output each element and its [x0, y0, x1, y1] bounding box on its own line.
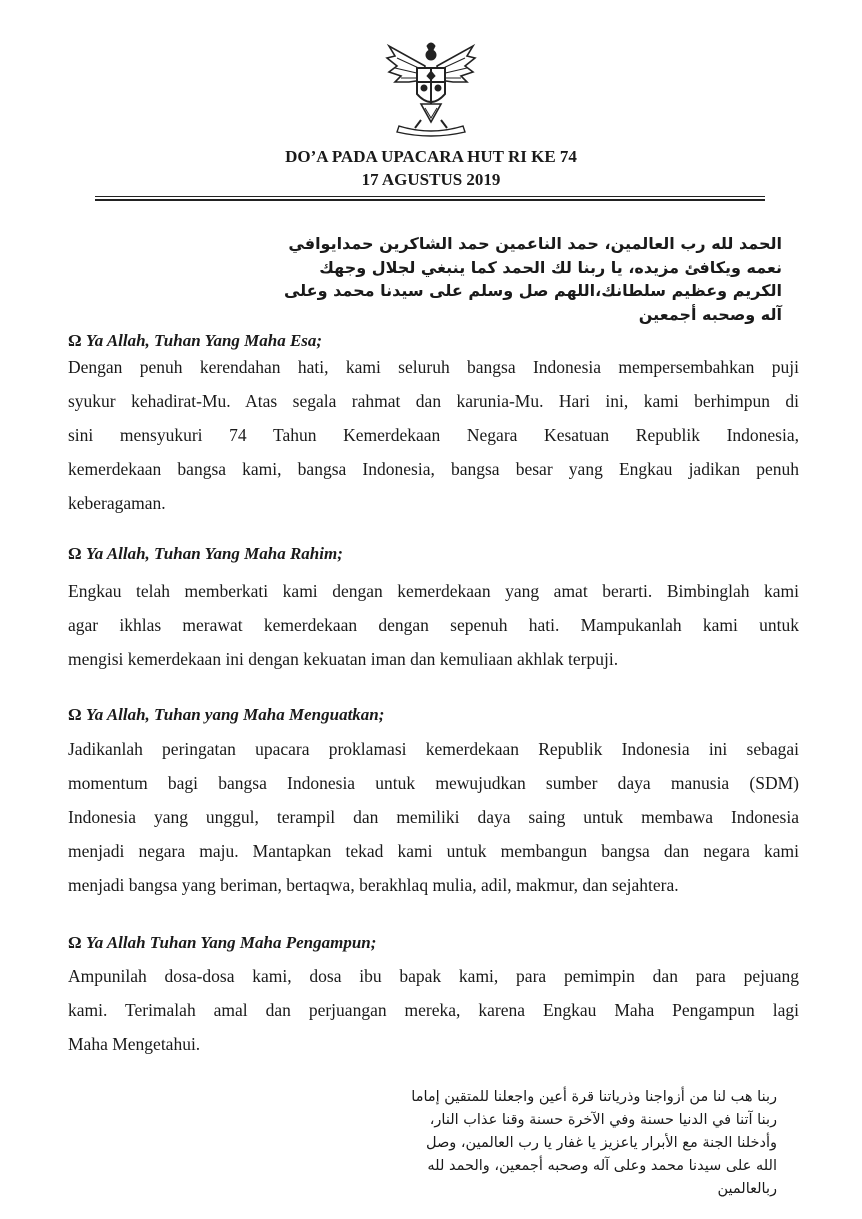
paragraph-line: momentum bagi bangsa Indonesia untuk mewujudkan sumber daya manusia (SDM)	[68, 773, 799, 793]
closing-arabic-prayer	[411, 1086, 777, 1201]
section-paragraph	[68, 350, 799, 520]
section-heading-text: Ya Allah Tuhan Yang Maha Pengampun;	[85, 933, 377, 952]
omega-symbol: Ω	[68, 933, 82, 952]
section-heading-text: Ya Allah, Tuhan Yang Maha Esa;	[85, 331, 323, 350]
section-paragraph	[68, 574, 799, 676]
paragraph-line: menjadi negara maju. Mantapkan tekad kami untuk membangun bangsa dan negara kami	[68, 841, 799, 861]
section-heading	[68, 704, 384, 726]
paragraph-line: Jadikanlah peringatan upacara proklamasi kemerdekaan Republik Indonesia ini sebagai	[68, 739, 799, 759]
garuda-emblem-icon	[385, 38, 477, 138]
paragraph-line: mengisi kemerdekaan ini dengan kekuatan iman dan kemuliaan akhlak terpuji.	[68, 649, 619, 669]
paragraph-line: Maha Mengetahui.	[68, 1034, 201, 1054]
paragraph-line: kemerdekaan bangsa kami, bangsa Indonesia, bangsa besar yang Engkau jadikan penuh	[68, 459, 799, 479]
paragraph-line: keberagaman.	[68, 493, 166, 513]
arabic-line: آله وصحبه أجمعين	[638, 304, 782, 324]
arabic-line: ربنا آتنا في الدنيا حسنة وفي الآخرة حسنة وقنا عذاب النار،	[429, 1112, 777, 1128]
arabic-line: وأدخلنا الجنة مع الأبرار ياعزيز يا غفار يا رب العالمين، وصل	[425, 1135, 777, 1151]
paragraph-line: kami. Terimalah amal dan perjuangan mereka, karena Engkau Maha Pengampun lagi	[68, 1000, 799, 1020]
arabic-line: الكريم وعظيم سلطانك،اللهم صل وسلم على سيدنا محمد وعلى	[283, 281, 782, 300]
header-divider-thin	[95, 196, 765, 197]
arabic-line: ربنا هب لنا من أزواجنا وذرياتنا قرة أعين واجعلنا للمتقين إماما	[411, 1089, 777, 1105]
section-heading-text: Ya Allah, Tuhan yang Maha Menguatkan;	[85, 705, 385, 724]
section-paragraph	[68, 959, 799, 1061]
header-divider-thick	[95, 199, 765, 201]
section-heading	[68, 932, 376, 954]
arabic-line: الله على سيدنا محمد وعلى آله وصحبه أجمعين، والحمد لله	[427, 1158, 777, 1174]
arabic-line: الحمد لله رب العالمين، حمد الناعمين حمد الشاكرين حمدايوافي	[288, 234, 782, 253]
omega-symbol: Ω	[68, 705, 82, 724]
section-heading	[68, 330, 322, 352]
arabic-line: نعمه ويكافئ مزيده، يا ربنا لك الحمد كما ينبغي لجلال وجهك	[319, 257, 782, 277]
paragraph-line: Ampunilah dosa-dosa kami, dosa ibu bapak kami, para pemimpin dan para pejuang	[68, 966, 799, 986]
paragraph-line: Indonesia yang unggul, terampil dan memiliki daya saing untuk membawa Indonesia	[68, 807, 799, 827]
section-paragraph	[68, 732, 799, 902]
paragraph-line: menjadi bangsa yang beriman, bertaqwa, berakhlaq mulia, adil, makmur, dan sejahtera.	[68, 875, 679, 895]
paragraph-line: syukur kehadirat-Mu. Atas segala rahmat dan karunia-Mu. Hari ini, kami berhimpun di	[68, 391, 799, 411]
document-date: 17 AGUSTUS 2019	[361, 170, 501, 189]
section-heading-text: Ya Allah, Tuhan Yang Maha Rahim;	[85, 544, 343, 563]
section-heading	[68, 543, 343, 565]
arabic-line: ربالعالمين	[717, 1181, 777, 1197]
opening-arabic-prayer	[284, 232, 782, 326]
paragraph-line: sini mensyukuri 74 Tahun Kemerdekaan Negara Kesatuan Republik Indonesia,	[68, 425, 799, 445]
omega-symbol: Ω	[68, 331, 82, 350]
paragraph-line: Engkau telah memberkati kami dengan kemerdekaan yang amat berarti. Bimbinglah kami	[68, 581, 799, 601]
paragraph-line: agar ikhlas merawat kemerdekaan dengan sepenuh hati. Mampukanlah kami untuk	[68, 615, 799, 635]
document-title: DO’A PADA UPACARA HUT RI KE 74	[285, 147, 577, 166]
paragraph-line: Dengan penuh kerendahan hati, kami seluruh bangsa Indonesia mempersembahkan puji	[68, 357, 799, 377]
omega-symbol: Ω	[68, 544, 82, 563]
